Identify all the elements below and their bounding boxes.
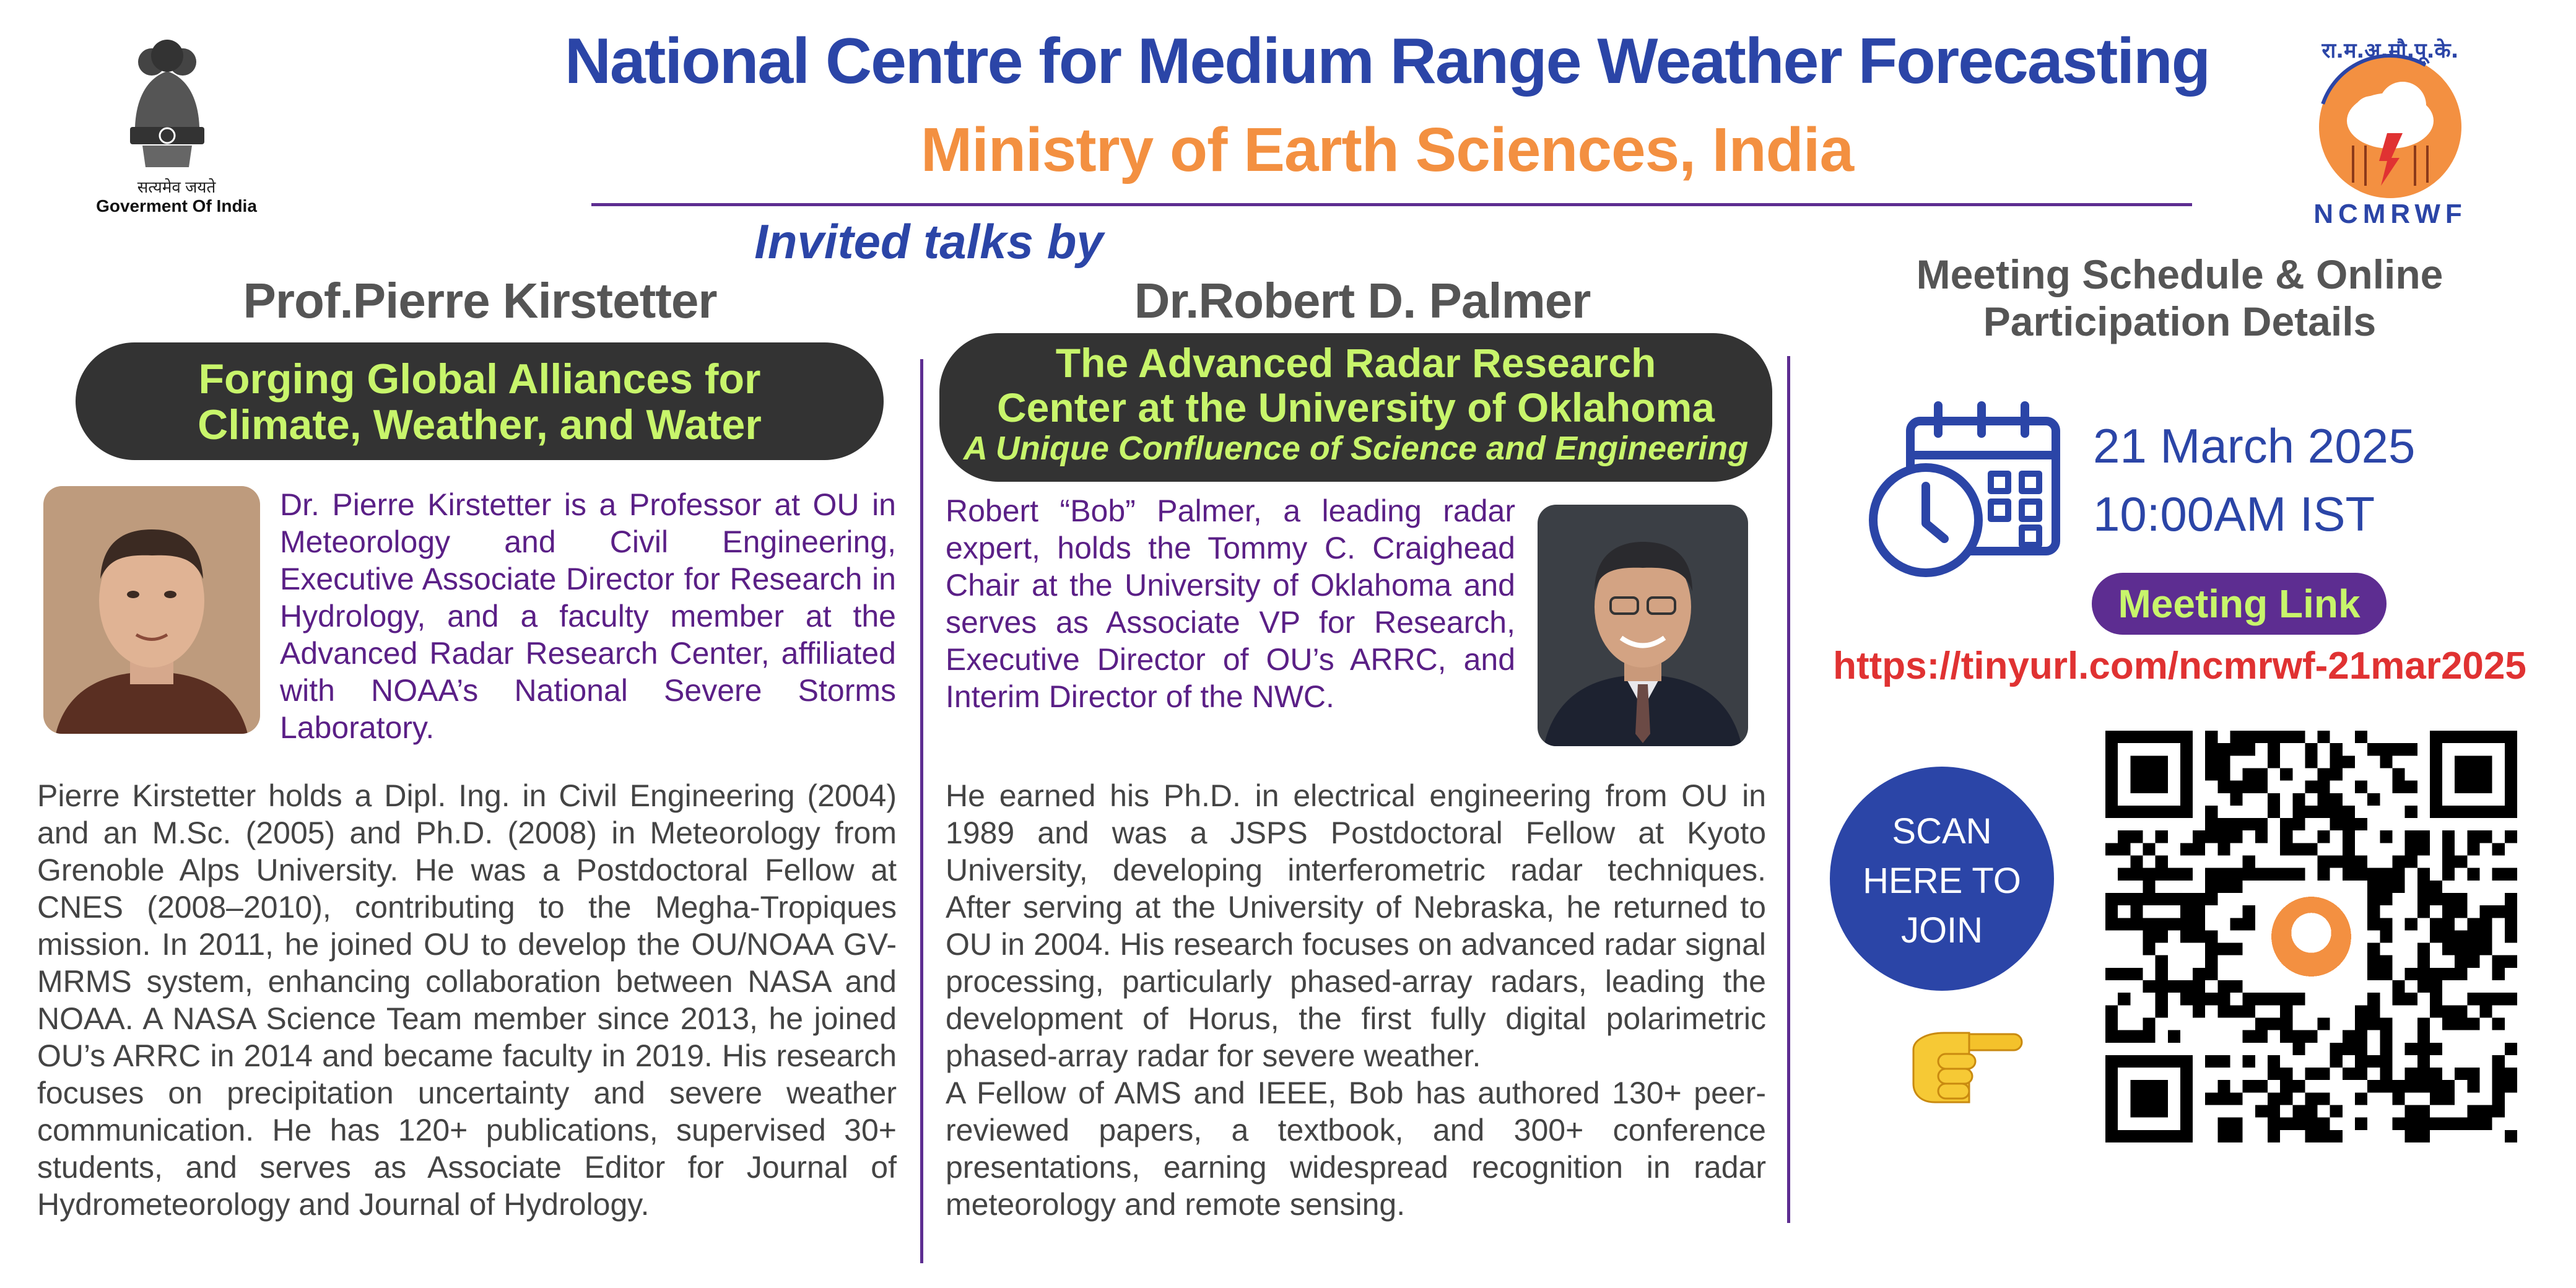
logo-acronym: NCMRWF (2313, 199, 2467, 229)
column-divider (1787, 356, 1790, 1223)
meeting-url-link[interactable]: https://tinyurl.com/ncmrwf-21mar2025 (1833, 645, 2526, 687)
talk-title-line: The Advanced Radar Research (1055, 340, 1656, 386)
bio-paragraph: A Fellow of AMS and IEEE, Bob has authored 130+ peer-reviewed papers, a textbook, and 300+ conference presentations, earning widespread recognition in radar meteorology and remote sensing. (946, 1076, 1766, 1222)
event-time: 10:00AM IST (2093, 487, 2375, 541)
logo-arc-text: रा.म.अ.मौ.पू.के. (2321, 38, 2459, 63)
page-title: National Centre for Medium Range Weather Forecasting (564, 25, 2210, 97)
event-date: 21 March 2025 (2093, 419, 2416, 473)
speaker-bio-palmer (946, 777, 1766, 1223)
scan-line: JOIN (1900, 910, 1983, 951)
scan-line: HERE TO (1863, 861, 2021, 901)
talk-title-line: Climate, Weather, and Water (198, 401, 762, 448)
talk-title-palmer (939, 333, 1772, 482)
column-divider (920, 359, 923, 1263)
bio-paragraph: He earned his Ph.D. in electrical engineering from OU in 1989 and was a JSPS Postdoctoral Fellow at Kyoto University, developing interferometric radar techniques. After serving at the University of Nebraska, he returned to OU in 2004. His research focuses on advanced radar signal processing, particularly phased-array radars, leading the development of Horus, the first fully digital polarimetric phased-array radar for severe weather. (946, 778, 1766, 1073)
schedule-title-line: Participation Details (1983, 298, 2377, 344)
qr-code-icon[interactable] (2105, 731, 2517, 1142)
scan-line: SCAN (1892, 811, 1992, 851)
speaker-photo-palmer (1538, 505, 1748, 746)
schedule-title (1870, 251, 2489, 345)
speaker-name-kirstetter: Prof.Pierre Kirstetter (243, 273, 717, 328)
event-datetime (2093, 412, 2415, 548)
ncmrwf-logo (2310, 34, 2471, 232)
pointing-hand-icon (1901, 1016, 2025, 1115)
talk-tagline: A Unique Confluence of Science and Engineering (963, 430, 1749, 467)
emblem-caption: Goverment Of India (96, 196, 257, 215)
speaker-name-palmer: Dr.Robert D. Palmer (1134, 273, 1591, 328)
header-divider (591, 203, 2192, 206)
calendar-clock-icon (1867, 396, 2065, 582)
schedule-title-line: Meeting Schedule & Online (1916, 251, 2443, 297)
speaker-intro-kirstetter: Dr. Pierre Kirstetter is a Professor at OU in Meteorology and Civil Engineering, Executive Associate Director for Research in Hydrology, and a faculty member at the Advanced Radar Research Center, affiliated with NOAA’s National Severe Storms Laboratory. (280, 487, 896, 745)
speaker-intro-palmer: Robert “Bob” Palmer, a leading radar expert, holds the Tommy C. Craighead Chair at the University of Oklahoma and serves as Associate VP for Research, Executive Director of OU’s ARRC, and Interim Director of the NWC. (946, 494, 1515, 714)
scan-to-join-badge (1830, 767, 2054, 991)
national-emblem-icon (118, 34, 217, 176)
meeting-link-button[interactable]: Meeting Link (2092, 573, 2387, 635)
talk-title-kirstetter (76, 342, 884, 460)
government-emblem (93, 34, 260, 220)
talk-title-line: Forging Global Alliances for (198, 355, 761, 402)
emblem-motto: सत्यमेव जयते (137, 178, 216, 196)
page-subtitle: Ministry of Earth Sciences, India (920, 115, 1854, 185)
speaker-bio-kirstetter: Pierre Kirstetter holds a Dipl. Ing. in Civil Engineering (2004) and an M.Sc. (2005) and Ph.D. (2008) in Meteorology from Grenoble Alps University. He was a Postdoctoral Fellow at CNES (2008–2010), contributing to the Megha-Tropiques mission. In 2011, he joined OU to develop the OU/NOAA GV-MRMS system, enhancing collaboration between NASA and NOAA. A NASA Science Team member since 2013, he joined OU’s ARRC in 2014 and became faculty in 2019. His research focuses on precipitation uncertainty and severe weather communication. He has 120+ publications, supervised 30+ students, and serves as Associate Editor for Journal of Hydrometeorology and Journal of Hydrology. (37, 778, 897, 1222)
speaker-photo-kirstetter (43, 486, 260, 734)
talk-title-line: Center at the University of Oklahoma (997, 385, 1715, 430)
ncmrwf-logo-icon (2310, 34, 2471, 232)
invited-label: Invited talks by (754, 214, 1103, 269)
